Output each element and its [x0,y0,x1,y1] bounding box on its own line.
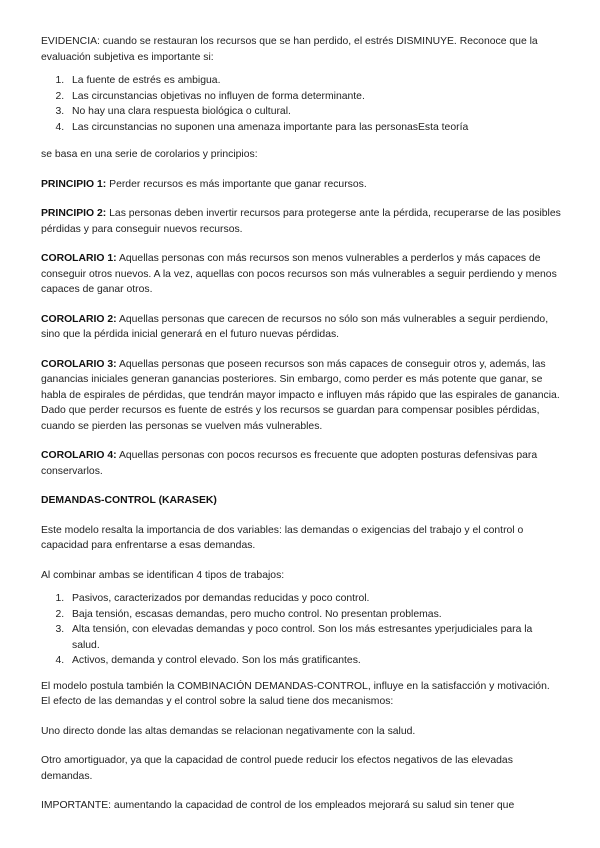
corollary-label: COROLARIO 3: [41,358,117,370]
list-item: 1. La fuente de estrés es ambigua. [67,73,561,89]
principle-2 [41,206,561,237]
principle-label: PRINCIPIO 1: [41,178,107,190]
corollary-label: COROLARIO 1: [41,253,117,264]
corollary-text: Aquellas personas que poseen recursos son más capaces de conseguir otros y, además, las ganancias iniciales generan ganancias posteriores. Sin embargo, como perder es más potente que ganar, se habla de espirales de pérdidas, que tendrán mayor impacto e influyen más rápido que las espirales de ganancia. Dado que perder recursos es fuente de estrés y los recursos se guardan para compensar posibles pérdidas, cuando se pierden las personas se vuelven más vulnerables. [41,358,560,432]
corollary-4 [41,448,561,479]
list-item: 2. Baja tensión, escasas demandas, pero mucho control. No presentan problemas. [67,607,561,623]
important-note: IMPORTANTE: aumentando la capacidad de control de los empleados mejorará su salud sin tener que [41,800,515,811]
corollary-text: Aquellas personas con pocos recursos es frecuente que adopten posturas defensivas para conservarlos. [41,450,538,477]
list-item: 1. Pasivos, caracterizados por demandas reducidas y poco control. [67,591,561,607]
principle-label: PRINCIPIO 2: [41,208,107,219]
conditions-list [41,73,561,135]
corollary-1 [41,251,561,298]
principle-text: Perder recursos es más importante que ganar recursos. [106,178,367,190]
corollary-3 [41,357,561,435]
evidence-paragraph: EVIDENCIA: cuando se restauran los recursos que se han perdido, el estrés DISMINUYE. Reconoce que la evaluación subjetiva es importante si: [41,36,538,63]
karasek-combine: Al combinar ambas se identifican 4 tipos de trabajos: [41,569,285,581]
corollary-label: COROLARIO 4: [41,450,117,461]
corollary-2 [41,312,561,343]
list-item: 3. No hay una clara respuesta biológica o cultural. [67,104,561,120]
direct-mechanism: Uno directo donde las altas demandas se relacionan negativamente con la salud. [41,725,416,737]
theory-continuation: se basa en una serie de corolarios y principios: [41,149,258,160]
section-heading: DEMANDAS-CONTROL (KARASEK) [41,495,217,506]
principle-1 [41,177,561,193]
job-types-list [41,591,561,669]
list-item: 4. Las circunstancias no suponen una amenaza importante para las personasEsta teoría [67,120,561,136]
list-item: 2. Las circunstancias objetivas no influyen de forma determinante. [67,89,561,105]
combination-paragraph: El modelo postula también la COMBINACIÓN DEMANDAS-CONTROL, influye en la satisfacción y motivación. El efecto de las demandas y el control sobre la salud tiene dos mecanismos: [41,680,550,707]
document-page [41,34,561,828]
list-item: 4. Activos, demanda y control elevado. Son los más gratificantes. [67,653,561,669]
list-item: 3. Alta tensión, con elevadas demandas y poco control. Son los más estresantes yperjudiciales para la salud. [67,622,561,653]
principle-text: Las personas deben invertir recursos para protegerse ante la pérdida, recuperarse de las posibles pérdidas y para conseguir nuevos recursos. [41,208,561,235]
karasek-intro: Este modelo resalta la importancia de dos variables: las demandas o exigencias del trabajo y el control o capacidad para enfrentarse a esas demandas. [41,524,524,551]
corollary-text: Aquellas personas con más recursos son menos vulnerables a perderlos y más capaces de conseguir otros nuevos. A la vez, aquellas con pocos recursos son más vulnerables a seguir perdiendo y menos capaces de ganar otros. [41,253,557,295]
corollary-label: COROLARIO 2: [41,313,117,325]
buffer-mechanism: Otro amortiguador, ya que la capacidad de control puede reducir los efectos negativos de las elevadas demandas. [41,755,513,782]
corollary-text: Aquellas personas que carecen de recursos no sólo son más vulnerables a seguir perdiendo, sino que la pérdida inicial generará en el futuro nuevas pérdidas. [41,313,549,340]
